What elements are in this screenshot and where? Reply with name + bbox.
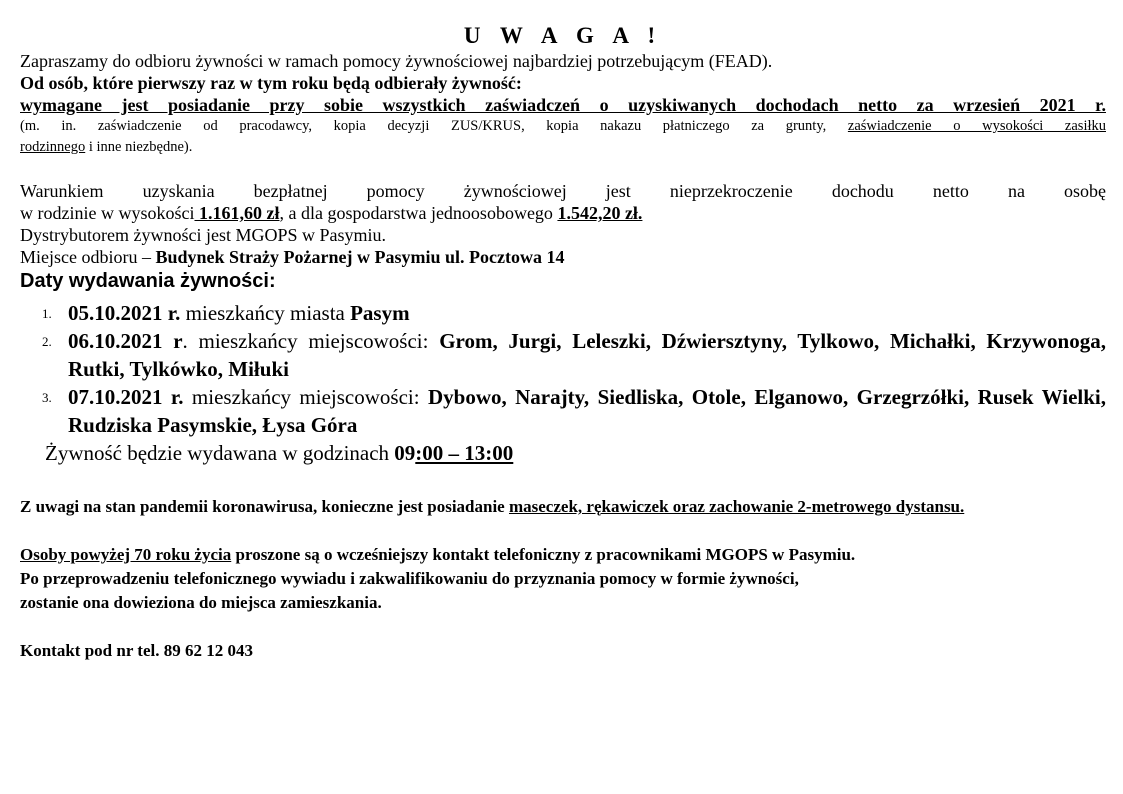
amount-family: 1.161,60 zł <box>194 203 280 223</box>
hours-range: :00 – 13:00 <box>415 441 514 465</box>
place-value: Budynek Straży Pożarnej w Pasymiu ul. Pocztowa 14 <box>155 247 565 267</box>
intro-text: Zapraszamy do odbioru żywności w ramach pomocy żywnościowej najbardziej potrzebującym (FEAD). <box>20 51 773 71</box>
elderly-line3: zostanie ona dowieziona do miejsca zamieszkania. <box>20 593 382 612</box>
date-text: . mieszkańcy miejscowości: <box>182 329 440 353</box>
income-line2-a: w rodzinie w wysokości <box>20 203 195 223</box>
elderly-line2: Po przeprowadzeniu telefonicznego wywiadu i zakwalifikowaniu do przyznania pomocy w formie żywności, <box>20 569 799 588</box>
hours-start: 09 <box>394 441 416 465</box>
date-item <box>20 383 1106 439</box>
distributor-text: Dystrybutorem żywności jest MGOPS w Pasymiu. <box>20 225 386 245</box>
date-places: Pasym <box>350 301 410 325</box>
hours-label: Żywność będzie wydawana w godzinach <box>45 441 395 465</box>
income-line2-b: , a dla gospodarstwa jednoosobowego <box>279 203 558 223</box>
required-documents: wymagane jest posiadanie przy sobie wszystkich zaświadczeń o uzyskiwanych dochodach netto za wrzesień 2021 r. <box>20 95 1106 115</box>
date-value: 07.10.2021 r. <box>68 385 184 409</box>
elderly-text: proszone są o wcześniejszy kontakt telefoniczny z pracownikami MGOPS w Pasymiu. <box>231 545 856 564</box>
date-value: 05.10.2021 r. <box>68 301 181 325</box>
pandemic-requirements: maseczek, rękawiczek oraz zachowanie 2-metrowego dystansu. <box>508 497 965 516</box>
notice-title: U W A G A ! <box>463 23 663 48</box>
date-number: 1. <box>42 306 52 321</box>
documents-examples <box>20 116 1106 158</box>
date-places: Grom, Jurgi, Leleszki, Dźwiersztyny, Tylkowo, Michałki, Krzywonoga, Rutki, Tylkówko, Miłuki <box>68 329 1106 381</box>
date-text: mieszkańcy miejscowości: <box>183 385 428 409</box>
pickup-place <box>20 246 1106 268</box>
pandemic-notice <box>20 495 1106 519</box>
examples-line2-underlined: rodzinnego <box>20 139 86 155</box>
place-label: Miejsce odbioru – <box>20 247 156 267</box>
hours-line <box>20 439 1106 467</box>
examples-part1: (m. in. zaświadczenie od pracodawcy, kopia decyzji ZUS/KRUS, kopia nakazu płatniczego za grunty, <box>20 118 848 134</box>
date-item <box>20 327 1106 383</box>
date-text: mieszkańcy miasta <box>180 301 351 325</box>
income-line2 <box>20 202 1106 224</box>
dates-list <box>20 299 1106 439</box>
notice-document <box>20 22 1106 663</box>
examples-part2: zaświadczenie o wysokości zasiłku <box>847 118 1106 134</box>
date-number: 3. <box>42 390 52 405</box>
pandemic-text: Z uwagi na stan pandemii koronawirusa, konieczne jest posiadanie <box>20 497 509 516</box>
contact-phone: Kontakt pod nr tel. 89 62 12 043 <box>20 641 253 660</box>
income-line1: Warunkiem uzyskania bezpłatnej pomocy żywnościowej jest nieprzekroczenie dochodu netto na osobę <box>20 181 1106 201</box>
elderly-age: Osoby powyżej 70 roku życia <box>20 545 232 564</box>
date-item <box>20 299 1106 327</box>
amount-single: 1.542,20 zł. <box>557 203 643 223</box>
first-time-heading: Od osób, które pierwszy raz w tym roku będą odbierały żywność: <box>20 73 522 93</box>
date-number: 2. <box>42 334 52 349</box>
date-value: 06.10.2021 r <box>68 329 183 353</box>
dates-header: Daty wydawania żywności: <box>20 270 276 292</box>
examples-line2-rest: i inne niezbędne). <box>85 139 193 155</box>
elderly-notice <box>20 543 1106 615</box>
date-places: Dybowo, Narajty, Siedliska, Otole, Elganowo, Grzegrzółki, Rusek Wielki, Rudziska Pasymskie, Łysa Góra <box>68 385 1106 437</box>
